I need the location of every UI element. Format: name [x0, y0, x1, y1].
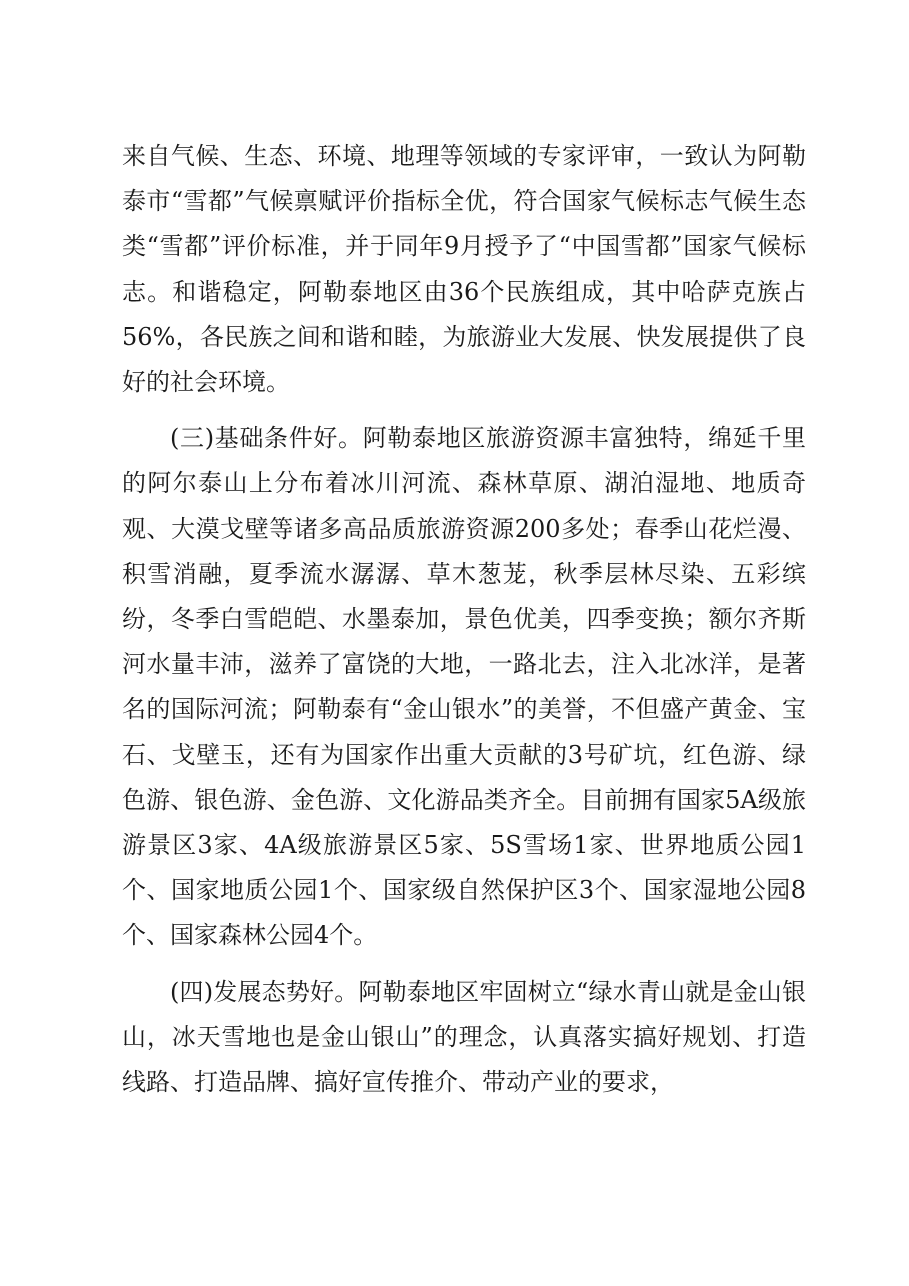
document-body — [122, 134, 806, 1116]
paragraph-continuation: 来自气候、生态、环境、地理等领域的专家评审，一致认为阿勒泰市“雪都”气候禀赋评价指标全优，符合国家气候标志气候生态类“雪都”评价标准，并于同年9月授予了“中国雪都”国家气候标志。和谐稳定，阿勒泰地区由36个民族组成，其中哈萨克族占56%，各民族之间和谐和睦，为旅游业大发展、快发展提供了良好的社会环境。 — [122, 142, 806, 397]
paragraph-section-4: (四)发展态势好。阿勒泰地区牢固树立“绿水青山就是金山银山，冰天雪地也是金山银山”的理念，认真落实搞好规划、打造线路、打造品牌、搞好宣传推介、带动产业的要求， — [122, 977, 806, 1097]
paragraph-section-3: (三)基础条件好。阿勒泰地区旅游资源丰富独特，绵延千里的阿尔泰山上分布着冰川河流、森林草原、湖泊湿地、地质奇观、大漠戈壁等诸多高品质旅游资源200多处；春季山花烂漫、积雪消融，夏季流水潺潺、草木葱茏，秋季层林尽染、五彩缤纷，冬季白雪皑皑、水墨泰加，景色优美，四季变换；额尔齐斯河水量丰沛，滋养了富饶的大地，一路北去，注入北冰洋，是著名的国际河流；阿勒泰有“金山银水”的美誉，不但盛产黄金、宝石、戈壁玉，还有为国家作出重大贡献的3号矿坑，红色游、绿色游、银色游、金色游、文化游品类齐全。目前拥有国家5A级旅游景区3家、4A级旅游景区5家、5S雪场1家、世界地质公园1个、国家地质公园1个、国家级自然保护区3个、国家湿地公园8个、国家森林公园4个。 — [122, 424, 806, 950]
